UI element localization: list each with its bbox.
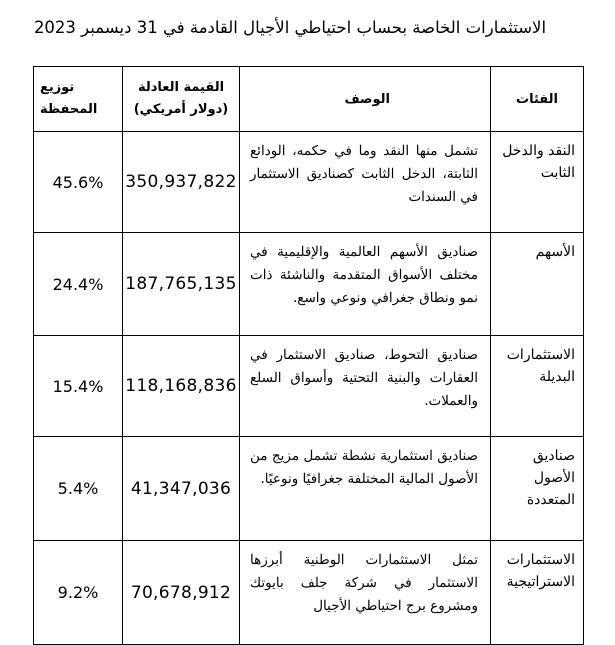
row-fair-value: 187,765,135 — [123, 233, 240, 336]
row-distribution: 24.4% — [34, 233, 123, 336]
row-description: صناديق استثمارية نشطة تشمل مزيج من الأصول المالية المختلفة جغرافيًا ونوعيًا. — [240, 437, 491, 541]
row-fair-value: 118,168,836 — [123, 336, 240, 437]
header-fair-value-label: القيمة العادلة — [137, 80, 225, 95]
header-description: الوصف — [240, 67, 491, 132]
row-fair-value: 41,347,036 — [123, 437, 240, 541]
row-category: النقد والدخل الثابت — [491, 132, 584, 233]
row-category: صناديق الأصول المتعددة — [491, 437, 584, 541]
row-distribution: 5.4% — [34, 437, 123, 541]
header-fair-value-unit: (دولار أمريكي) — [133, 102, 229, 117]
row-category: الاستثمارات البديلة — [491, 336, 584, 437]
header-distribution-line1: توزيع — [40, 80, 75, 95]
row-description: صناديق الأسهم العالمية والإقليمية في مختلف الأسواق المتقدمة والناشئة ذات نمو ونطاق جغرافي ونوعي واسع. — [240, 233, 491, 336]
header-category: الفئات — [491, 67, 584, 132]
row-description: صناديق التحوط، صناديق الاستثمار في العقارات والبنية التحتية وأسواق السلع والعملات. — [240, 336, 491, 437]
table-row — [34, 541, 584, 645]
row-distribution: 15.4% — [34, 336, 123, 437]
row-category: الأسهم — [491, 233, 584, 336]
table-row — [34, 233, 584, 336]
table-row — [34, 132, 584, 233]
header-distribution — [34, 67, 123, 132]
row-description: تمثل الاستثمارات الوطنية أبرزها الاستثمار في شركة جلف بايوتك ومشروع برج احتياطي الأجيال — [240, 541, 491, 645]
header-fair-value — [123, 67, 240, 132]
investments-table — [33, 66, 584, 645]
table-header-row — [34, 67, 584, 132]
page-title: الاستثمارات الخاصة بحساب احتياطي الأجيال القادمة في 31 ديسمبر 2023 — [33, 18, 547, 37]
row-fair-value: 350,937,822 — [123, 132, 240, 233]
header-distribution-line2: المحفظة — [40, 102, 98, 117]
row-distribution: 9.2% — [34, 541, 123, 645]
row-category: الاستثمارات الاستراتيجية — [491, 541, 584, 645]
table-row — [34, 336, 584, 437]
row-distribution: 45.6% — [34, 132, 123, 233]
row-description: تشمل منها النقد وما في حكمه، الودائع الثابتة، الدخل الثابت كصناديق الاستثمار في السندات — [240, 132, 491, 233]
row-fair-value: 70,678,912 — [123, 541, 240, 645]
table-row — [34, 437, 584, 541]
